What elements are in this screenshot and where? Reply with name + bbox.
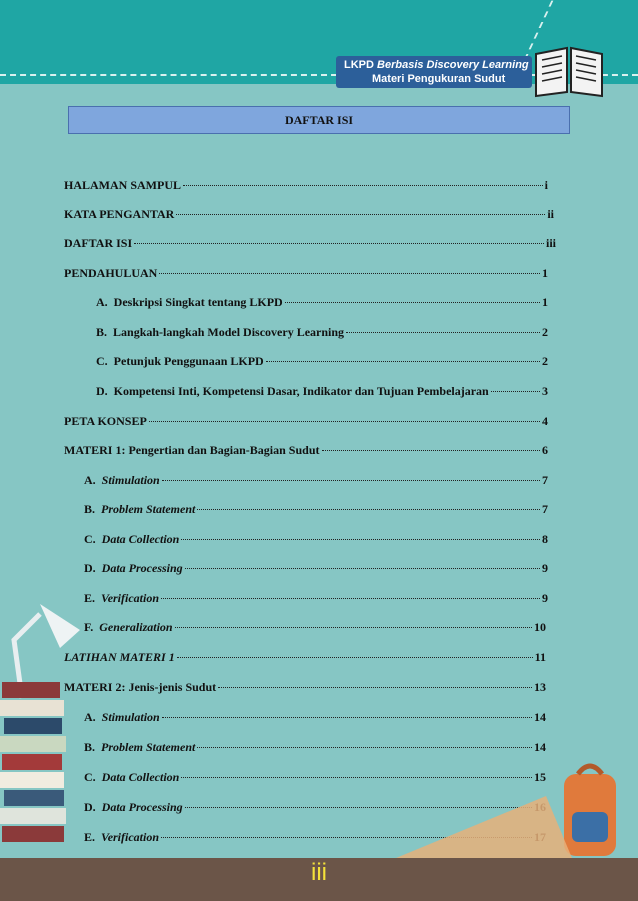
toc-entry-materi-2-e[interactable]: E. Verification — [84, 830, 546, 844]
title-banner — [336, 56, 532, 88]
toc-entry-pendahuluan-c[interactable]: C. Petunjuk Penggunaan LKPD 2 — [96, 354, 548, 368]
toc-entry-materi-1-a[interactable]: A. Stimulation 7 — [84, 473, 548, 487]
toc-entry-materi-2-b[interactable]: B. Problem Statement 14 — [84, 740, 546, 754]
toc-entry-halaman-sampul[interactable]: HALAMAN SAMPUL i — [64, 178, 548, 192]
open-book-icon — [530, 40, 608, 100]
page-title: DAFTAR ISI — [68, 106, 570, 134]
toc-entry-materi-1-c[interactable]: C. Data Collection 8 — [84, 532, 548, 546]
toc-entry-materi-1-e[interactable]: E. Verification 9 — [84, 591, 548, 605]
toc-entry-materi-2[interactable]: MATERI 2: Jenis-jenis Sudut 13 — [64, 680, 546, 694]
toc-entry-pendahuluan-d[interactable]: D. Kompetensi Inti, Kompetensi Dasar, Indikator dan Tujuan Pembelajaran 3 — [96, 384, 548, 398]
toc-entry-peta-konsep[interactable]: PETA KONSEP 4 — [64, 414, 548, 428]
toc-entry-daftar-isi[interactable]: DAFTAR ISI iii — [64, 236, 556, 250]
toc-entry-latihan-materi-1[interactable]: LATIHAN MATERI 1 11 — [64, 650, 546, 664]
toc-entry-materi-1[interactable]: MATERI 1: Pengertian dan Bagian-Bagian Sudut 6 — [64, 443, 548, 457]
toc-entry-pendahuluan-b[interactable]: B. Langkah-langkah Model Discovery Learning 2 — [96, 325, 548, 339]
book-stack-icon — [0, 676, 72, 858]
banner-line-1: LKPD Berbasis Discovery Learning — [344, 59, 529, 71]
toc-entry-materi-2-d[interactable]: D. Data Processing — [84, 800, 546, 814]
toc-entry-materi-1-b[interactable]: B. Problem Statement 7 — [84, 502, 548, 516]
toc-entry-materi-2-a[interactable]: A. Stimulation 14 — [84, 710, 546, 724]
toc-entry-materi-1-d[interactable]: D. Data Processing 9 — [84, 561, 548, 575]
page-number: iii — [311, 859, 327, 886]
banner-line-2: Materi Pengukuran Sudut — [372, 73, 506, 85]
toc-entry-materi-1-f[interactable]: F. Generalization 10 — [84, 620, 546, 634]
toc-entry-kata-pengantar[interactable]: KATA PENGANTAR ii — [64, 207, 554, 221]
toc-entry-pendahuluan[interactable]: PENDAHULUAN 1 — [64, 266, 548, 280]
toc-entry-materi-2-c[interactable]: C. Data Collection 15 — [84, 770, 546, 784]
toc-entry-pendahuluan-a[interactable]: A. Deskripsi Singkat tentang LKPD 1 — [96, 295, 548, 309]
ruler-icon — [396, 790, 572, 858]
